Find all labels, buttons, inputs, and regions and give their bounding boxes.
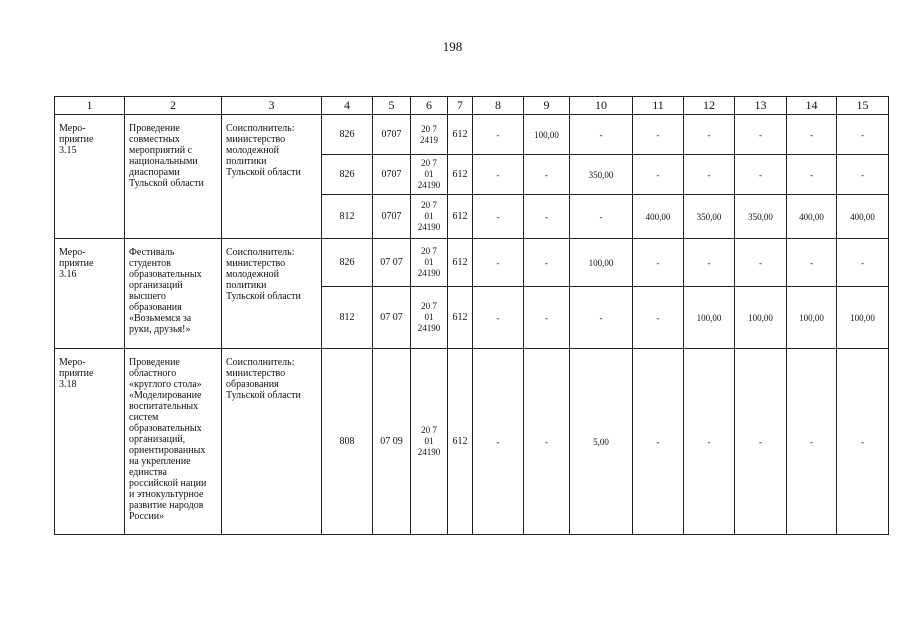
value-cell: 826 — [322, 239, 373, 287]
value-cell: - — [735, 115, 787, 155]
header-cell: 9 — [524, 97, 570, 115]
value-cell: 100,00 — [524, 115, 570, 155]
header-cell: 15 — [837, 97, 889, 115]
value-cell: 100,00 — [570, 239, 633, 287]
page-number: 198 — [442, 39, 463, 54]
value-cell: 612 — [448, 115, 473, 155]
value-cell: 400,00 — [633, 195, 684, 239]
value-cell: - — [633, 115, 684, 155]
value-cell: 07 07 — [373, 287, 411, 349]
value-cell: - — [473, 287, 524, 349]
value-cell: - — [524, 195, 570, 239]
value-cell: 100,00 — [684, 287, 735, 349]
value-cell: 812 — [322, 287, 373, 349]
executor-cell: Соисполнитель: министерство образования Тульской области — [222, 349, 322, 535]
value-cell: 826 — [322, 115, 373, 155]
executor-cell: Соисполнитель: министерство молодежной политики Тульской области — [222, 239, 322, 349]
header-cell: 11 — [633, 97, 684, 115]
value-cell: - — [787, 239, 837, 287]
value-cell: - — [684, 349, 735, 535]
value-cell: 20 7 01 24190 — [411, 155, 448, 195]
header-row — [55, 97, 889, 115]
value-cell: - — [735, 155, 787, 195]
value-cell: 0707 — [373, 115, 411, 155]
value-cell: - — [570, 115, 633, 155]
value-cell: - — [524, 287, 570, 349]
value-cell: - — [837, 349, 889, 535]
value-cell: 612 — [448, 155, 473, 195]
table-row — [55, 115, 889, 155]
value-cell: 20 7 01 24190 — [411, 287, 448, 349]
value-cell: - — [473, 239, 524, 287]
value-cell: 20 7 01 24190 — [411, 349, 448, 535]
value-cell: 808 — [322, 349, 373, 535]
value-cell: 612 — [448, 239, 473, 287]
header-cell: 4 — [322, 97, 373, 115]
value-cell: - — [473, 155, 524, 195]
value-cell: 400,00 — [787, 195, 837, 239]
table-body — [55, 115, 889, 535]
value-cell: - — [837, 239, 889, 287]
header-cell: 2 — [125, 97, 222, 115]
value-cell: - — [473, 115, 524, 155]
header-cell: 14 — [787, 97, 837, 115]
value-cell: 20 7 01 24190 — [411, 239, 448, 287]
event-name-cell: Проведение областного «круглого стола» «Моделирование воспитательных систем образовательных организаций, ориентированных на укрепление единства российской нации и этнокультурное развитие народов России» — [125, 349, 222, 535]
budget-table — [54, 96, 889, 535]
executor-cell: Соисполнитель: министерство молодежной политики Тульской области — [222, 115, 322, 239]
value-cell: - — [837, 115, 889, 155]
value-cell: - — [787, 115, 837, 155]
event-name-cell: Фестиваль студентов образовательных организаций высшего образования «Возьмемся за руки, друзья!» — [125, 239, 222, 349]
value-cell: 5,00 — [570, 349, 633, 535]
value-cell: 100,00 — [787, 287, 837, 349]
value-cell: - — [684, 115, 735, 155]
value-cell: 100,00 — [735, 287, 787, 349]
value-cell: 0707 — [373, 155, 411, 195]
value-cell: - — [524, 155, 570, 195]
table-row — [55, 349, 889, 535]
event-cell: Меро- приятие 3.18 — [55, 349, 125, 535]
header-cell: 5 — [373, 97, 411, 115]
value-cell: 400,00 — [837, 195, 889, 239]
header-cell: 1 — [55, 97, 125, 115]
event-name-cell: Проведение совместных мероприятий с национальными диаспорами Тульской области — [125, 115, 222, 239]
value-cell: - — [684, 239, 735, 287]
header-cell: 7 — [448, 97, 473, 115]
value-cell: - — [787, 349, 837, 535]
value-cell: - — [735, 239, 787, 287]
event-cell: Меро- приятие 3.15 — [55, 115, 125, 239]
header-cell: 3 — [222, 97, 322, 115]
value-cell: 826 — [322, 155, 373, 195]
value-cell: - — [735, 349, 787, 535]
value-cell: 612 — [448, 349, 473, 535]
value-cell: - — [473, 195, 524, 239]
value-cell: - — [524, 239, 570, 287]
value-cell: - — [570, 195, 633, 239]
value-cell: - — [633, 239, 684, 287]
value-cell: 07 07 — [373, 239, 411, 287]
value-cell: - — [633, 287, 684, 349]
value-cell: 812 — [322, 195, 373, 239]
value-cell: 350,00 — [570, 155, 633, 195]
value-cell: 100,00 — [837, 287, 889, 349]
value-cell: - — [633, 349, 684, 535]
value-cell: 20 7 01 24190 — [411, 195, 448, 239]
value-cell: - — [524, 349, 570, 535]
table-row — [55, 239, 889, 287]
header-cell: 6 — [411, 97, 448, 115]
value-cell: - — [633, 155, 684, 195]
header-cell: 12 — [684, 97, 735, 115]
value-cell: 0707 — [373, 195, 411, 239]
value-cell: - — [684, 155, 735, 195]
value-cell: 20 7 2419 — [411, 115, 448, 155]
value-cell: - — [837, 155, 889, 195]
value-cell: 612 — [448, 195, 473, 239]
header-cell: 10 — [570, 97, 633, 115]
value-cell: 350,00 — [684, 195, 735, 239]
value-cell: 612 — [448, 287, 473, 349]
value-cell: - — [570, 287, 633, 349]
value-cell: - — [473, 349, 524, 535]
event-cell: Меро- приятие 3.16 — [55, 239, 125, 349]
value-cell: 350,00 — [735, 195, 787, 239]
header-cell: 13 — [735, 97, 787, 115]
header-cell: 8 — [473, 97, 524, 115]
value-cell: 07 09 — [373, 349, 411, 535]
value-cell: - — [787, 155, 837, 195]
